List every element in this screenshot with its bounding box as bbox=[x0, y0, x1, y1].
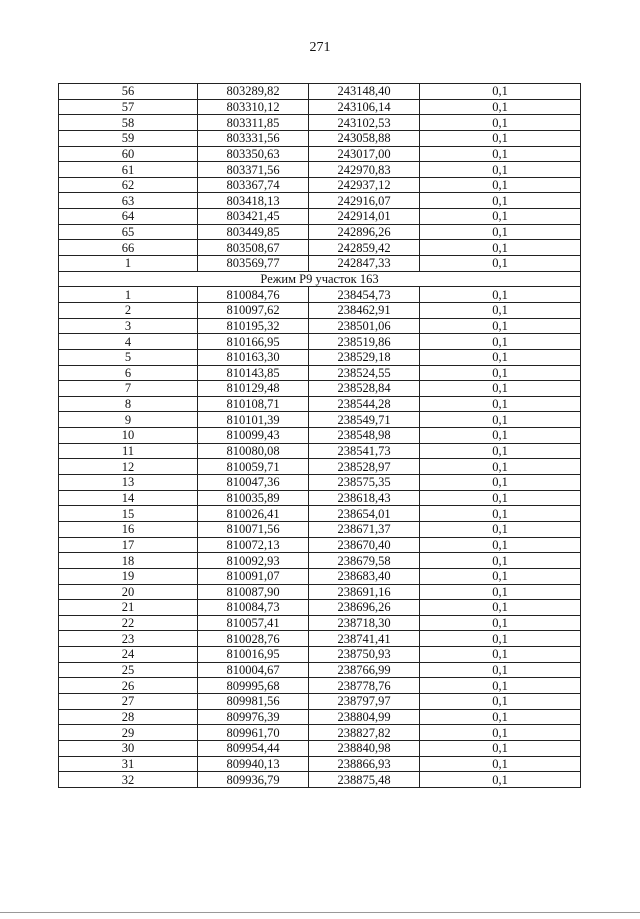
table-row bbox=[59, 506, 581, 522]
point-number-cell: 26 bbox=[59, 678, 198, 694]
table-row bbox=[59, 740, 581, 756]
accuracy-cell: 0,1 bbox=[420, 412, 581, 428]
x-coordinate-cell: 810108,71 bbox=[198, 396, 309, 412]
accuracy-cell: 0,1 bbox=[420, 302, 581, 318]
point-number-cell: 57 bbox=[59, 99, 198, 115]
table-row bbox=[59, 662, 581, 678]
table-row bbox=[59, 193, 581, 209]
point-number-cell: 18 bbox=[59, 553, 198, 569]
section-title: Режим Р9 участок 163 bbox=[59, 271, 581, 287]
y-coordinate-cell: 238462,91 bbox=[309, 302, 420, 318]
y-coordinate-cell: 238519,86 bbox=[309, 334, 420, 350]
table-row bbox=[59, 162, 581, 178]
accuracy-cell: 0,1 bbox=[420, 193, 581, 209]
y-coordinate-cell: 238840,98 bbox=[309, 740, 420, 756]
point-number-cell: 66 bbox=[59, 240, 198, 256]
page-number: 271 bbox=[309, 40, 331, 55]
table-row bbox=[59, 553, 581, 569]
table-row bbox=[59, 256, 581, 272]
accuracy-cell: 0,1 bbox=[420, 600, 581, 616]
table-row bbox=[59, 568, 581, 584]
accuracy-cell: 0,1 bbox=[420, 146, 581, 162]
x-coordinate-cell: 803508,67 bbox=[198, 240, 309, 256]
y-coordinate-cell: 238875,48 bbox=[309, 772, 420, 788]
accuracy-cell: 0,1 bbox=[420, 584, 581, 600]
y-coordinate-cell: 243102,53 bbox=[309, 115, 420, 131]
x-coordinate-cell: 803418,13 bbox=[198, 193, 309, 209]
point-number-cell: 8 bbox=[59, 396, 198, 412]
x-coordinate-cell: 803350,63 bbox=[198, 146, 309, 162]
point-number-cell: 56 bbox=[59, 84, 198, 100]
point-number-cell: 63 bbox=[59, 193, 198, 209]
accuracy-cell: 0,1 bbox=[420, 521, 581, 537]
y-coordinate-cell: 238618,43 bbox=[309, 490, 420, 506]
y-coordinate-cell: 242937,12 bbox=[309, 177, 420, 193]
accuracy-cell: 0,1 bbox=[420, 365, 581, 381]
point-number-cell: 2 bbox=[59, 302, 198, 318]
y-coordinate-cell: 238804,99 bbox=[309, 709, 420, 725]
y-coordinate-cell: 238549,71 bbox=[309, 412, 420, 428]
y-coordinate-cell: 238718,30 bbox=[309, 615, 420, 631]
table-row bbox=[59, 615, 581, 631]
point-number-cell: 14 bbox=[59, 490, 198, 506]
x-coordinate-cell: 803371,56 bbox=[198, 162, 309, 178]
y-coordinate-cell: 238827,82 bbox=[309, 725, 420, 741]
point-number-cell: 6 bbox=[59, 365, 198, 381]
x-coordinate-cell: 810080,08 bbox=[198, 443, 309, 459]
table-row bbox=[59, 381, 581, 397]
point-number-cell: 32 bbox=[59, 772, 198, 788]
x-coordinate-cell: 810071,56 bbox=[198, 521, 309, 537]
y-coordinate-cell: 238766,99 bbox=[309, 662, 420, 678]
table-row bbox=[59, 396, 581, 412]
accuracy-cell: 0,1 bbox=[420, 240, 581, 256]
x-coordinate-cell: 810195,32 bbox=[198, 318, 309, 334]
x-coordinate-cell: 809995,68 bbox=[198, 678, 309, 694]
point-number-cell: 28 bbox=[59, 709, 198, 725]
y-coordinate-cell: 238654,01 bbox=[309, 506, 420, 522]
x-coordinate-cell: 809954,44 bbox=[198, 740, 309, 756]
table-row bbox=[59, 756, 581, 772]
point-number-cell: 23 bbox=[59, 631, 198, 647]
point-number-cell: 15 bbox=[59, 506, 198, 522]
table-row bbox=[59, 302, 581, 318]
accuracy-cell: 0,1 bbox=[420, 709, 581, 725]
table-row bbox=[59, 130, 581, 146]
y-coordinate-cell: 238529,18 bbox=[309, 349, 420, 365]
y-coordinate-cell: 238750,93 bbox=[309, 647, 420, 663]
point-number-cell: 64 bbox=[59, 209, 198, 225]
scan-edge-line bbox=[0, 912, 640, 913]
table-row bbox=[59, 99, 581, 115]
section-row bbox=[59, 271, 581, 287]
x-coordinate-cell: 810097,62 bbox=[198, 302, 309, 318]
y-coordinate-cell: 238670,40 bbox=[309, 537, 420, 553]
table-row bbox=[59, 84, 581, 100]
x-coordinate-cell: 803310,12 bbox=[198, 99, 309, 115]
y-coordinate-cell: 243148,40 bbox=[309, 84, 420, 100]
x-coordinate-cell: 809961,70 bbox=[198, 725, 309, 741]
y-coordinate-cell: 238866,93 bbox=[309, 756, 420, 772]
point-number-cell: 22 bbox=[59, 615, 198, 631]
accuracy-cell: 0,1 bbox=[420, 615, 581, 631]
table-row bbox=[59, 459, 581, 475]
x-coordinate-cell: 810035,89 bbox=[198, 490, 309, 506]
table-row bbox=[59, 349, 581, 365]
x-coordinate-cell: 803367,74 bbox=[198, 177, 309, 193]
y-coordinate-cell: 238683,40 bbox=[309, 568, 420, 584]
accuracy-cell: 0,1 bbox=[420, 693, 581, 709]
table-row bbox=[59, 537, 581, 553]
x-coordinate-cell: 810163,30 bbox=[198, 349, 309, 365]
table-row bbox=[59, 318, 581, 334]
x-coordinate-cell: 809936,79 bbox=[198, 772, 309, 788]
point-number-cell: 12 bbox=[59, 459, 198, 475]
x-coordinate-cell: 810072,13 bbox=[198, 537, 309, 553]
x-coordinate-cell: 810028,76 bbox=[198, 631, 309, 647]
table-row bbox=[59, 365, 581, 381]
accuracy-cell: 0,1 bbox=[420, 349, 581, 365]
table-row bbox=[59, 693, 581, 709]
table-row bbox=[59, 177, 581, 193]
table-row bbox=[59, 428, 581, 444]
table-row bbox=[59, 678, 581, 694]
accuracy-cell: 0,1 bbox=[420, 756, 581, 772]
x-coordinate-cell: 810129,48 bbox=[198, 381, 309, 397]
table-row bbox=[59, 631, 581, 647]
x-coordinate-cell: 810143,85 bbox=[198, 365, 309, 381]
table-row bbox=[59, 240, 581, 256]
y-coordinate-cell: 238454,73 bbox=[309, 287, 420, 303]
y-coordinate-cell: 238524,55 bbox=[309, 365, 420, 381]
point-number-cell: 24 bbox=[59, 647, 198, 663]
y-coordinate-cell: 243017,00 bbox=[309, 146, 420, 162]
y-coordinate-cell: 242847,33 bbox=[309, 256, 420, 272]
y-coordinate-cell: 238671,37 bbox=[309, 521, 420, 537]
y-coordinate-cell: 238528,97 bbox=[309, 459, 420, 475]
accuracy-cell: 0,1 bbox=[420, 396, 581, 412]
point-number-cell: 1 bbox=[59, 256, 198, 272]
x-coordinate-cell: 810026,41 bbox=[198, 506, 309, 522]
accuracy-cell: 0,1 bbox=[420, 162, 581, 178]
table-row bbox=[59, 600, 581, 616]
y-coordinate-cell: 238575,35 bbox=[309, 475, 420, 491]
table-row bbox=[59, 772, 581, 788]
point-number-cell: 65 bbox=[59, 224, 198, 240]
point-number-cell: 58 bbox=[59, 115, 198, 131]
table-row bbox=[59, 475, 581, 491]
y-coordinate-cell: 238691,16 bbox=[309, 584, 420, 600]
accuracy-cell: 0,1 bbox=[420, 475, 581, 491]
point-number-cell: 11 bbox=[59, 443, 198, 459]
x-coordinate-cell: 810087,90 bbox=[198, 584, 309, 600]
accuracy-cell: 0,1 bbox=[420, 256, 581, 272]
point-number-cell: 7 bbox=[59, 381, 198, 397]
accuracy-cell: 0,1 bbox=[420, 130, 581, 146]
x-coordinate-cell: 810101,39 bbox=[198, 412, 309, 428]
y-coordinate-cell: 238778,76 bbox=[309, 678, 420, 694]
x-coordinate-cell: 810091,07 bbox=[198, 568, 309, 584]
point-number-cell: 4 bbox=[59, 334, 198, 350]
accuracy-cell: 0,1 bbox=[420, 537, 581, 553]
y-coordinate-cell: 242916,07 bbox=[309, 193, 420, 209]
table-row bbox=[59, 334, 581, 350]
accuracy-cell: 0,1 bbox=[420, 381, 581, 397]
y-coordinate-cell: 243106,14 bbox=[309, 99, 420, 115]
accuracy-cell: 0,1 bbox=[420, 115, 581, 131]
x-coordinate-cell: 803289,82 bbox=[198, 84, 309, 100]
table-row bbox=[59, 209, 581, 225]
y-coordinate-cell: 238501,06 bbox=[309, 318, 420, 334]
x-coordinate-cell: 810092,93 bbox=[198, 553, 309, 569]
point-number-cell: 3 bbox=[59, 318, 198, 334]
x-coordinate-cell: 803449,85 bbox=[198, 224, 309, 240]
x-coordinate-cell: 810004,67 bbox=[198, 662, 309, 678]
point-number-cell: 30 bbox=[59, 740, 198, 756]
point-number-cell: 60 bbox=[59, 146, 198, 162]
table-row bbox=[59, 490, 581, 506]
y-coordinate-cell: 242970,83 bbox=[309, 162, 420, 178]
accuracy-cell: 0,1 bbox=[420, 287, 581, 303]
accuracy-cell: 0,1 bbox=[420, 428, 581, 444]
x-coordinate-cell: 809976,39 bbox=[198, 709, 309, 725]
table-row bbox=[59, 115, 581, 131]
y-coordinate-cell: 242914,01 bbox=[309, 209, 420, 225]
table-row bbox=[59, 146, 581, 162]
accuracy-cell: 0,1 bbox=[420, 224, 581, 240]
accuracy-cell: 0,1 bbox=[420, 631, 581, 647]
y-coordinate-cell: 238544,28 bbox=[309, 396, 420, 412]
x-coordinate-cell: 803421,45 bbox=[198, 209, 309, 225]
table-row bbox=[59, 224, 581, 240]
accuracy-cell: 0,1 bbox=[420, 647, 581, 663]
point-number-cell: 31 bbox=[59, 756, 198, 772]
table-row bbox=[59, 725, 581, 741]
y-coordinate-cell: 238696,26 bbox=[309, 600, 420, 616]
x-coordinate-cell: 810166,95 bbox=[198, 334, 309, 350]
point-number-cell: 20 bbox=[59, 584, 198, 600]
point-number-cell: 59 bbox=[59, 130, 198, 146]
point-number-cell: 13 bbox=[59, 475, 198, 491]
x-coordinate-cell: 803311,85 bbox=[198, 115, 309, 131]
table-row bbox=[59, 709, 581, 725]
point-number-cell: 27 bbox=[59, 693, 198, 709]
coordinates-table bbox=[58, 83, 581, 788]
x-coordinate-cell: 810084,73 bbox=[198, 600, 309, 616]
x-coordinate-cell: 810016,95 bbox=[198, 647, 309, 663]
x-coordinate-cell: 809940,13 bbox=[198, 756, 309, 772]
accuracy-cell: 0,1 bbox=[420, 443, 581, 459]
accuracy-cell: 0,1 bbox=[420, 772, 581, 788]
point-number-cell: 25 bbox=[59, 662, 198, 678]
table-row bbox=[59, 584, 581, 600]
accuracy-cell: 0,1 bbox=[420, 318, 581, 334]
table-row bbox=[59, 647, 581, 663]
x-coordinate-cell: 810059,71 bbox=[198, 459, 309, 475]
accuracy-cell: 0,1 bbox=[420, 506, 581, 522]
accuracy-cell: 0,1 bbox=[420, 459, 581, 475]
y-coordinate-cell: 243058,88 bbox=[309, 130, 420, 146]
x-coordinate-cell: 809981,56 bbox=[198, 693, 309, 709]
accuracy-cell: 0,1 bbox=[420, 209, 581, 225]
y-coordinate-cell: 242859,42 bbox=[309, 240, 420, 256]
x-coordinate-cell: 803569,77 bbox=[198, 256, 309, 272]
y-coordinate-cell: 238797,97 bbox=[309, 693, 420, 709]
y-coordinate-cell: 242896,26 bbox=[309, 224, 420, 240]
accuracy-cell: 0,1 bbox=[420, 99, 581, 115]
accuracy-cell: 0,1 bbox=[420, 490, 581, 506]
point-number-cell: 10 bbox=[59, 428, 198, 444]
point-number-cell: 9 bbox=[59, 412, 198, 428]
point-number-cell: 21 bbox=[59, 600, 198, 616]
accuracy-cell: 0,1 bbox=[420, 177, 581, 193]
accuracy-cell: 0,1 bbox=[420, 334, 581, 350]
point-number-cell: 16 bbox=[59, 521, 198, 537]
accuracy-cell: 0,1 bbox=[420, 725, 581, 741]
table-row bbox=[59, 521, 581, 537]
point-number-cell: 61 bbox=[59, 162, 198, 178]
table-row bbox=[59, 287, 581, 303]
x-coordinate-cell: 810047,36 bbox=[198, 475, 309, 491]
y-coordinate-cell: 238528,84 bbox=[309, 381, 420, 397]
point-number-cell: 1 bbox=[59, 287, 198, 303]
point-number-cell: 5 bbox=[59, 349, 198, 365]
point-number-cell: 62 bbox=[59, 177, 198, 193]
table-row bbox=[59, 443, 581, 459]
accuracy-cell: 0,1 bbox=[420, 84, 581, 100]
accuracy-cell: 0,1 bbox=[420, 740, 581, 756]
x-coordinate-cell: 810099,43 bbox=[198, 428, 309, 444]
y-coordinate-cell: 238548,98 bbox=[309, 428, 420, 444]
y-coordinate-cell: 238741,41 bbox=[309, 631, 420, 647]
x-coordinate-cell: 803331,56 bbox=[198, 130, 309, 146]
accuracy-cell: 0,1 bbox=[420, 662, 581, 678]
x-coordinate-cell: 810084,76 bbox=[198, 287, 309, 303]
y-coordinate-cell: 238679,58 bbox=[309, 553, 420, 569]
accuracy-cell: 0,1 bbox=[420, 678, 581, 694]
point-number-cell: 19 bbox=[59, 568, 198, 584]
table-row bbox=[59, 412, 581, 428]
point-number-cell: 29 bbox=[59, 725, 198, 741]
y-coordinate-cell: 238541,73 bbox=[309, 443, 420, 459]
x-coordinate-cell: 810057,41 bbox=[198, 615, 309, 631]
accuracy-cell: 0,1 bbox=[420, 568, 581, 584]
accuracy-cell: 0,1 bbox=[420, 553, 581, 569]
point-number-cell: 17 bbox=[59, 537, 198, 553]
